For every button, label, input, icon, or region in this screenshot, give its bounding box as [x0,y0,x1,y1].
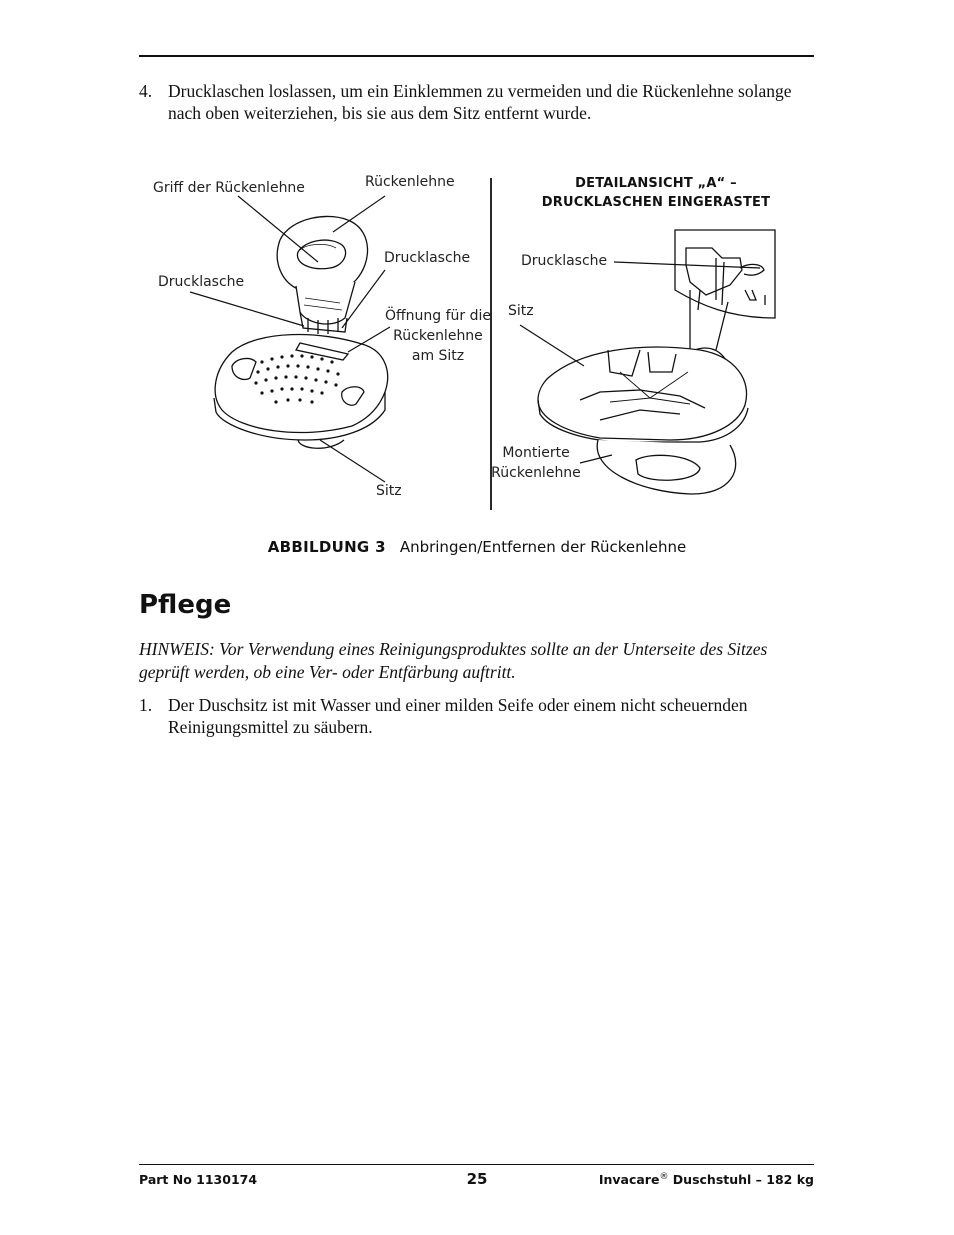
step-text: Der Duschsitz ist mit Wasser und einer milden Seife oder einem nicht scheuernden Reinigungsmittel zu säubern. [168,695,748,737]
label-drucklasche-right: Drucklasche [384,250,471,266]
label-detail-drucklasche: Drucklasche [521,253,608,269]
footer-product-name: Duschstuhl – 182 kg [668,1172,814,1188]
label-drucklasche-left: Drucklasche [158,274,245,290]
footer-part-no: Part No 1130174 [139,1172,258,1187]
figure-caption [0,538,954,556]
footer-page-number: 25 [466,1170,488,1188]
label-oeffnung-line-2: Rückenlehne [393,328,483,344]
label-rueckenlehne: Rückenlehne [365,174,455,190]
step-number: 1. [139,695,153,715]
seat-drawing [214,335,388,449]
label-griff: Griff der Rückenlehne [153,180,305,196]
label-detail-sitz: Sitz [508,303,534,319]
label-sitz-left: Sitz [376,483,402,499]
hinweis-note: HINWEIS: Vor Verwendung eines Reinigungsproduktes sollte an der Unterseite des Sitzes geprüft werden, ob eine Ver- oder Entfärbung auftritt. [139,639,768,682]
step-text: Drucklaschen loslassen, um ein Einklemmen zu vermeiden und die Rückenlehne solange nach oben weiterziehen, bis sie aus dem Sitz entfernt wurde. [168,81,792,123]
backrest-drawing [277,216,367,334]
label-montierte-line-2: Rückenlehne [491,465,581,481]
footer-rule [139,1164,814,1165]
footer-brand: Invacare [598,1172,660,1188]
step-1 [139,694,819,738]
registered-mark: ® [659,1172,669,1182]
detail-heading-line-2: DRUCKLASCHEN EINGERASTET [541,195,771,210]
figure-caption-text: Anbringen/Entfernen der Rückenlehne [399,538,687,556]
detail-heading-line-1: DETAILANSICHT „A“ – [575,176,737,191]
label-oeffnung-line-1: Öffnung für die [384,308,492,324]
label-oeffnung-line-3: am Sitz [411,348,465,364]
label-montierte-line-1: Montierte [502,445,570,461]
step-number: 4. [139,81,153,101]
footer-product [599,1172,814,1187]
figure-caption-label: ABBILDUNG 3 [267,538,386,556]
section-heading: Pflege [139,590,232,620]
